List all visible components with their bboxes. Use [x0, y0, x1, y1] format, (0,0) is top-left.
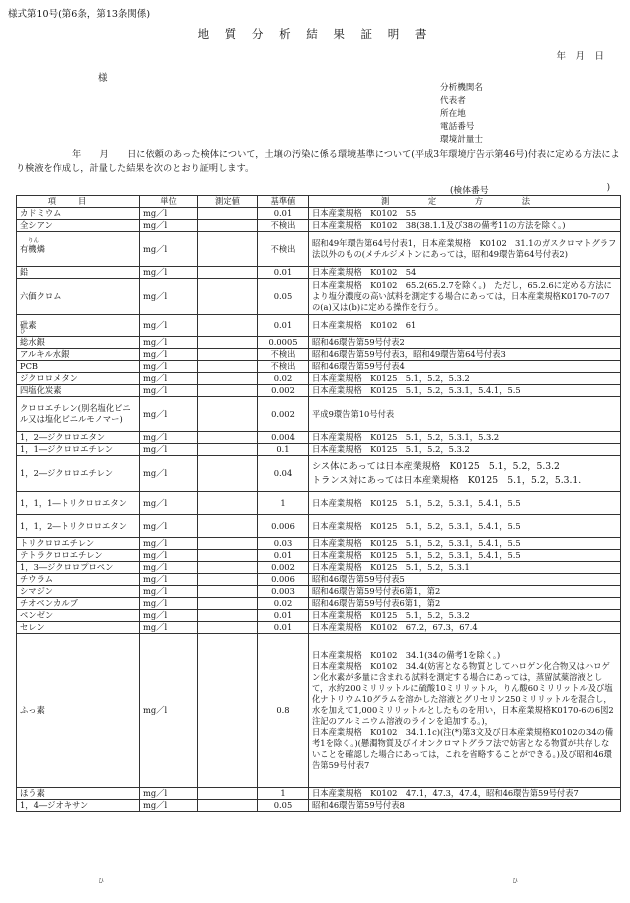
header-unit: 単位	[140, 196, 198, 208]
table-row	[17, 385, 621, 397]
cell-method: 昭和46環告第59号付表4	[309, 361, 621, 373]
cell-method: 日本産業規格 K0102 47.1，47.3，47.4，昭和46環告第59号付表7	[309, 788, 621, 800]
item-name-text	[20, 385, 62, 396]
table-row	[17, 800, 621, 812]
cell-method: 日本産業規格 K0125 5.1，5.2，5.3.1，5.4.1，5.5	[309, 515, 621, 538]
cell-unit: mg／l	[140, 279, 198, 315]
item-name-label: 総水銀	[20, 337, 45, 347]
cell-method: 日本産業規格 K0125 5.1，5.2，5.3.1，5.3.2	[309, 432, 621, 444]
cell-standard-value: 不検出	[258, 361, 309, 373]
cell-measured-value[interactable]	[198, 349, 258, 361]
cell-measured-value[interactable]	[198, 610, 258, 622]
cell-item-name	[17, 385, 140, 397]
cell-unit: mg／l	[140, 634, 198, 788]
cell-method: 日本産業規格 K0102 67.2，67.3，67.4	[309, 622, 621, 634]
item-name-text	[20, 622, 45, 633]
item-name-label: ほう素	[20, 788, 45, 798]
analyzer-address-label: 所在地	[440, 109, 466, 119]
table-row	[17, 562, 621, 574]
cell-unit: mg／l	[140, 315, 198, 337]
cell-item-name	[17, 397, 140, 432]
cell-item-name	[17, 634, 140, 788]
table-row	[17, 232, 621, 267]
item-name-text	[20, 562, 113, 573]
cell-unit: mg／l	[140, 432, 198, 444]
table-row	[17, 515, 621, 538]
item-name-label: 1，1，2―トリクロロエタン	[20, 520, 127, 531]
cell-item-name	[17, 220, 140, 232]
item-name-text	[20, 610, 53, 621]
analyzer-rep-label: 代表者	[440, 96, 466, 106]
header-standard: 基準値	[258, 196, 309, 208]
cell-unit: mg／l	[140, 361, 198, 373]
item-name-text	[20, 586, 53, 597]
cell-unit: mg／l	[140, 397, 198, 432]
item-name-label: 1，2―ジクロロエチレン	[20, 468, 113, 478]
cell-measured-value[interactable]	[198, 385, 258, 397]
table-row	[17, 622, 621, 634]
method-line: シス体にあっては日本産業規格 K0125 5.1，5.2，5.3.2	[312, 460, 560, 472]
item-name-label: トリクロロエチレン	[20, 538, 95, 548]
cell-measured-value[interactable]	[198, 515, 258, 538]
table-row	[17, 220, 621, 232]
item-name-text	[20, 220, 53, 231]
table-row	[17, 598, 621, 610]
issue-date-line: 年 月 日	[556, 51, 604, 62]
cell-unit: mg／l	[140, 456, 198, 492]
cell-method: 日本産業規格 K0125 5.1，5.2，5.3.1，5.4.1，5.5	[309, 550, 621, 562]
cell-standard-value: 0.03	[258, 538, 309, 550]
item-name-label: カドミウム	[20, 208, 62, 218]
cell-unit: mg／l	[140, 208, 198, 220]
cell-measured-value[interactable]	[198, 397, 258, 432]
cell-standard-value: 0.002	[258, 397, 309, 432]
cell-item-name	[17, 586, 140, 598]
cell-unit: mg／l	[140, 444, 198, 456]
cell-method: 日本産業規格 K0102 54	[309, 267, 621, 279]
cell-measured-value[interactable]	[198, 622, 258, 634]
cell-item-name	[17, 492, 140, 515]
item-name-text	[20, 403, 136, 425]
cell-measured-value[interactable]	[198, 444, 258, 456]
cell-measured-value[interactable]	[198, 373, 258, 385]
cell-method: 日本産業規格 K0125 5.1，5.2，5.3.2	[309, 444, 621, 456]
item-name-label: ふっ素	[20, 705, 45, 715]
item-name-label: 1，4―ジオキサン	[20, 800, 89, 810]
method-line: トランス対にあっては日本産業規格 K0125 5.1，5.2，5.3.1.	[312, 474, 582, 486]
cell-measured-value[interactable]	[198, 550, 258, 562]
item-name-label: 六価クロム	[20, 291, 62, 301]
cell-item-name	[17, 361, 140, 373]
table-row	[17, 492, 621, 515]
table-row	[17, 574, 621, 586]
item-name-text	[20, 574, 53, 585]
cell-unit: mg／l	[140, 373, 198, 385]
analyzer-meter-label: 環境計量士	[440, 135, 483, 145]
cell-unit: mg／l	[140, 385, 198, 397]
cell-method: 日本産業規格 K0102 38(38.1.1及び38の備考11の方法を除く。)	[309, 220, 621, 232]
item-name-text	[20, 521, 127, 532]
cell-unit: mg／l	[140, 232, 198, 267]
cell-measured-value[interactable]	[198, 232, 258, 267]
cell-standard-value: 0.02	[258, 598, 309, 610]
item-name-text	[20, 267, 28, 278]
item-name-text	[20, 705, 45, 716]
cell-method: 日本産業規格 K0125 5.1，5.2，5.3.1，5.4.1，5.5	[309, 385, 621, 397]
cell-unit: mg／l	[140, 337, 198, 349]
cell-method: 昭和46環告第59号付表3，昭和49環告第64号付表3	[309, 349, 621, 361]
cell-method: 昭和46環告第59号付表8	[309, 800, 621, 812]
item-name-text	[20, 800, 88, 811]
item-name-text	[20, 432, 105, 443]
cell-unit: mg／l	[140, 550, 198, 562]
cell-method: 昭和46環告第59号付表5	[309, 574, 621, 586]
item-name-text	[20, 498, 127, 509]
cell-measured-value[interactable]	[198, 432, 258, 444]
cell-measured-value[interactable]	[198, 279, 258, 315]
cell-standard-value: 1	[258, 492, 309, 515]
table-row	[17, 279, 621, 315]
item-name-label: PCB	[20, 361, 39, 371]
item-name-text	[20, 788, 45, 799]
cell-item-name	[17, 373, 140, 385]
item-name-text	[20, 468, 113, 479]
document-title: 地 質 分 析 結 果 証 明 書	[197, 27, 433, 41]
cell-method: 日本産業規格 K0125 5.1，5.2，5.3.1，5.4.1，5.5	[309, 538, 621, 550]
cell-unit: mg／l	[140, 574, 198, 586]
cell-method: 昭和46環告第59号付表6第1，第2	[309, 586, 621, 598]
cell-method: 日本産業規格 K0125 5.1，5.2，5.3.2	[309, 373, 621, 385]
cell-item-name	[17, 538, 140, 550]
table-row	[17, 373, 621, 385]
cell-measured-value[interactable]	[198, 562, 258, 574]
header-measured: 測定値	[198, 196, 258, 208]
item-name-text	[20, 291, 62, 302]
sample-number-open: (検体番号	[450, 186, 489, 196]
cell-item-name	[17, 610, 140, 622]
item-name-label: 1，1，1―トリクロロエタン	[20, 497, 127, 508]
cell-item-name	[17, 550, 140, 562]
cell-method: 日本産業規格 K0102 65.2(65.2.7を除く。) ただし，65.2.6に定める方法により塩分濃度の高い試料を測定する場合にあっては，日本産業規格K0170-7の7の(a)又は(b)に定める操作を行う。	[309, 279, 621, 315]
cell-item-name	[17, 208, 140, 220]
cell-unit: mg／l	[140, 349, 198, 361]
table-row	[17, 208, 621, 220]
table-row	[17, 397, 621, 432]
cell-method: 昭和46環告第59号付表2	[309, 337, 621, 349]
cell-standard-value: 0.01	[258, 622, 309, 634]
cell-standard-value: 0.0005	[258, 337, 309, 349]
cell-measured-value[interactable]	[198, 598, 258, 610]
cell-standard-value: 0.002	[258, 385, 309, 397]
cell-measured-value[interactable]	[198, 361, 258, 373]
item-name-text	[20, 598, 78, 609]
item-name-text	[20, 373, 78, 384]
cell-measured-value[interactable]	[198, 574, 258, 586]
item-name-label: アルキル水銀	[20, 349, 70, 359]
item-name-ruby: ひ	[20, 329, 26, 335]
table-header-row	[17, 196, 621, 208]
item-name-text	[20, 550, 103, 561]
cell-unit: mg／l	[140, 562, 198, 574]
cell-measured-value[interactable]	[198, 456, 258, 492]
cell-standard-value: 0.01	[258, 208, 309, 220]
cell-standard-value: 0.04	[258, 456, 309, 492]
cell-standard-value: 0.01	[258, 550, 309, 562]
cell-item-name	[17, 800, 140, 812]
cell-standard-value: 0.01	[258, 315, 309, 337]
item-name-label: チウラム	[20, 574, 54, 584]
table-row	[17, 267, 621, 279]
cell-standard-value: 0.05	[258, 800, 309, 812]
cell-measured-value[interactable]	[198, 538, 258, 550]
table-body	[17, 208, 621, 812]
table-row	[17, 634, 621, 788]
table-row	[17, 361, 621, 373]
cell-standard-value: 0.01	[258, 267, 309, 279]
cell-item-name	[17, 279, 140, 315]
table-row	[17, 337, 621, 349]
cell-item-name	[17, 562, 140, 574]
cell-standard-value: 0.02	[258, 373, 309, 385]
header-item: 項目	[17, 196, 140, 208]
table-row	[17, 788, 621, 800]
cell-unit: mg／l	[140, 492, 198, 515]
cell-method: 日本産業規格 K0125 5.1，5.2，5.3.2	[309, 610, 621, 622]
header-method: 測 定 方 法	[309, 196, 621, 208]
cell-standard-value: 0.002	[258, 562, 309, 574]
table-row	[17, 586, 621, 598]
item-name-label: テトラクロロエチレン	[20, 550, 103, 560]
item-name-text	[20, 361, 38, 372]
cell-standard-value: 0.8	[258, 634, 309, 788]
table-row	[17, 432, 621, 444]
cell-item-name	[17, 456, 140, 492]
recipient-suffix: 様	[98, 73, 108, 84]
cell-standard-value: 0.1	[258, 444, 309, 456]
analyzer-phone-label: 電話番号	[440, 122, 475, 132]
cell-method: 日本産業規格 K0102 61	[309, 315, 621, 337]
item-name-label: ジクロロメタン	[20, 373, 78, 383]
cell-unit: mg／l	[140, 598, 198, 610]
item-name-label: セレン	[20, 622, 45, 632]
item-name-label: 1，3―ジクロロプロペン	[20, 562, 114, 572]
table-row	[17, 610, 621, 622]
form-number: 様式第10号(第6条，第13条関係)	[8, 9, 151, 20]
item-name-label: 1，1―ジクロロエチレン	[20, 444, 113, 454]
cell-standard-value: 不検出	[258, 232, 309, 267]
cell-item-name	[17, 598, 140, 610]
cell-item-name	[17, 432, 140, 444]
table-row	[17, 349, 621, 361]
cell-item-name	[17, 349, 140, 361]
cell-method: 昭和46環告第59号付表6第1，第2	[309, 598, 621, 610]
table-row	[17, 538, 621, 550]
cell-measured-value[interactable]	[198, 788, 258, 800]
footer-ruby-left: ひ	[98, 878, 105, 885]
item-name-label: クロロエチレン(別名塩化ビニル又は塩化ビニルモノマー)	[20, 403, 131, 424]
intro-paragraph: 年 月 日に依頼のあった検体について，土壌の汚染に係る環境基準について(平成3年環境庁告示第46号)付表に定める方法により検液を作成し，計量した結果を次のとおり証明します。	[16, 149, 620, 174]
cell-method	[309, 456, 621, 492]
cell-item-name	[17, 267, 140, 279]
cell-unit: mg／l	[140, 515, 198, 538]
cell-method: 平成9環告第10号付表	[309, 397, 621, 432]
cell-measured-value[interactable]	[198, 208, 258, 220]
cell-unit: mg／l	[140, 610, 198, 622]
table-row	[17, 550, 621, 562]
item-name-label: 鉛	[20, 267, 29, 277]
cell-unit: mg／l	[140, 220, 198, 232]
item-name-text	[20, 444, 113, 455]
item-name-text	[20, 208, 61, 219]
footer-ruby-right: ひ	[512, 878, 519, 885]
cell-measured-value[interactable]	[198, 315, 258, 337]
item-name-text	[20, 538, 94, 549]
cell-measured-value[interactable]	[198, 586, 258, 598]
analyzer-org-label: 分析機関名	[440, 83, 483, 93]
item-name-text	[20, 337, 45, 348]
item-name-label: シマジン	[20, 586, 53, 596]
cell-item-name	[17, 788, 140, 800]
item-name-text	[20, 349, 69, 360]
cell-item-name	[17, 444, 140, 456]
cell-standard-value: 0.01	[258, 610, 309, 622]
cell-item-name	[17, 232, 140, 267]
cell-measured-value[interactable]	[198, 634, 258, 788]
cell-standard-value: 0.05	[258, 279, 309, 315]
table-row	[17, 444, 621, 456]
cell-measured-value[interactable]	[198, 492, 258, 515]
cell-unit: mg／l	[140, 538, 198, 550]
item-name-label: 全シアン	[20, 220, 53, 230]
item-name-ruby: りん	[28, 237, 40, 244]
item-name-label: 有機燐	[20, 243, 45, 254]
cell-item-name	[17, 515, 140, 538]
cell-standard-value: 0.004	[258, 432, 309, 444]
cell-method: 日本産業規格 K0102 34.1(34の備考1を除く。) 日本産業規格 K0102 34.4(妨害となる物質としてハロゲン化合物又はハロゲン化水素が多量に含まれる試料を測定する場合にあっては，蒸留試薬溶液として，水約200ミリリットルに硫酸10ミリリットル，りん酸60ミリリットル及び塩化ナトリウム10グラムを溶かした溶液とグリセリン250ミリリットルを混合し，水を加えて1,000ミリリットルとしたものを用い，日本産業規格K0170-6の6図2注記のアルミニウム溶液のラインを追加する。)， 日本産業規格 K0102 34.1.1c)(注(*)第3文及び日本産業規格K0102の34の備考1を除く。)(懸濁物質及びイオンクロマトグラフ法で妨害となる物質が共存しないことを確認した場合にあっては，これを省略することができる。)及び昭和46環告第59号付表7	[309, 634, 621, 788]
cell-measured-value[interactable]	[198, 337, 258, 349]
cell-item-name	[17, 622, 140, 634]
item-name-label: 砒素	[20, 320, 37, 330]
table-row	[17, 315, 621, 337]
cell-unit: mg／l	[140, 267, 198, 279]
results-table	[16, 195, 621, 812]
cell-item-name	[17, 337, 140, 349]
item-name-text	[20, 320, 37, 335]
cell-method: 昭和49年環告第64号付表1，日本産業規格 K0102 31.1のガスクロマトグラフ法以外のもの(メチルジメトンにあっては，昭和49環告第64号付表2)	[309, 232, 621, 267]
item-name-label: チオベンカルブ	[20, 598, 78, 608]
cell-unit: mg／l	[140, 586, 198, 598]
cell-unit: mg／l	[140, 622, 198, 634]
cell-standard-value: 1	[258, 788, 309, 800]
cell-item-name	[17, 574, 140, 586]
cell-method: 日本産業規格 K0102 55	[309, 208, 621, 220]
cell-item-name	[17, 315, 140, 337]
cell-standard-value: 0.006	[258, 574, 309, 586]
cell-unit: mg／l	[140, 800, 198, 812]
cell-standard-value: 0.003	[258, 586, 309, 598]
item-name-label: 1，2―ジクロロエタン	[20, 432, 106, 442]
cell-measured-value[interactable]	[198, 220, 258, 232]
analyzer-info	[440, 82, 483, 147]
item-name-label: ベンゼン	[20, 610, 54, 620]
cell-measured-value[interactable]	[198, 800, 258, 812]
item-name-text	[20, 237, 45, 255]
cell-method: 日本産業規格 K0125 5.1，5.2，5.3.1	[309, 562, 621, 574]
cell-unit: mg／l	[140, 788, 198, 800]
cell-standard-value: 不検出	[258, 220, 309, 232]
sample-number-close: )	[606, 183, 610, 193]
cell-method: 日本産業規格 K0125 5.1，5.2，5.3.1，5.4.1，5.5	[309, 492, 621, 515]
item-name-label: 四塩化炭素	[20, 385, 62, 395]
cell-standard-value: 0.006	[258, 515, 309, 538]
cell-measured-value[interactable]	[198, 267, 258, 279]
table-row	[17, 456, 621, 492]
cell-standard-value: 不検出	[258, 349, 309, 361]
